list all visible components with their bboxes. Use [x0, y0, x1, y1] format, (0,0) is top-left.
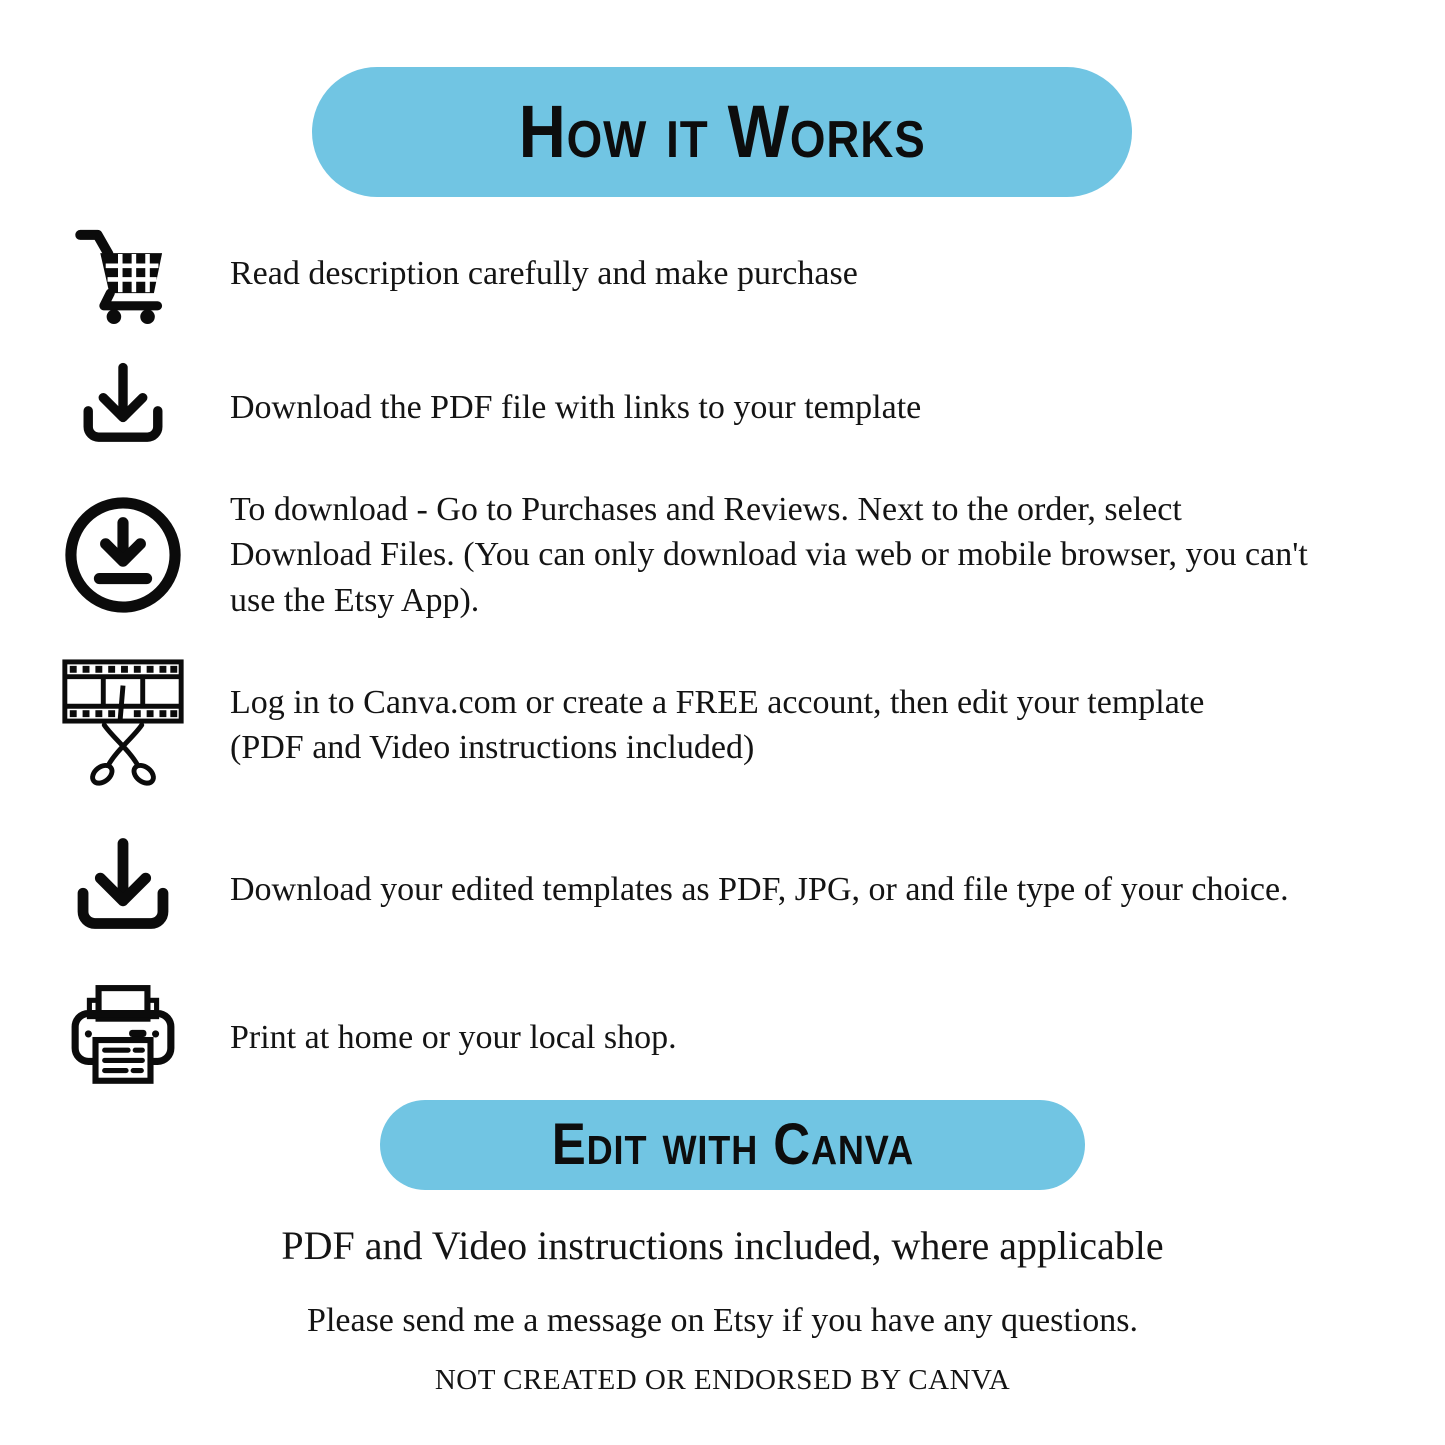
download-tray-icon	[48, 361, 198, 455]
how-it-works-banner-label: How it Works	[518, 90, 926, 173]
step-row-download-pdf	[0, 358, 1445, 458]
edit-with-canva-banner	[380, 1100, 1085, 1190]
shopping-cart-icon	[48, 224, 198, 324]
step-text: Log in to Canva.com or create a FREE account, then edit your template (PDF and Video instructions included)	[230, 683, 1205, 766]
step-row-download-edited	[0, 832, 1445, 948]
how-it-works-banner	[312, 67, 1132, 197]
step-row-print	[0, 982, 1445, 1094]
footer-disclaimer: NOT CREATED OR ENDORSED BY CANVA	[434, 1364, 1011, 1396]
step-row-edit-template	[0, 656, 1445, 794]
printer-icon	[48, 982, 198, 1094]
step-text: Download the PDF file with links to your template	[230, 389, 922, 427]
step-text: Download your edited templates as PDF, JPG, or and file type of your choice.	[230, 871, 1289, 909]
footer-instructions-note: PDF and Video instructions included, where applicable	[281, 1223, 1164, 1268]
step-text: Read description carefully and make purchase	[230, 255, 858, 293]
edit-with-canva-banner-label: Edit with Canva	[551, 1112, 914, 1177]
step-text: Print at home or your local shop.	[230, 1019, 677, 1057]
step-row-how-to-download	[0, 490, 1445, 620]
step-text: To download - Go to Purchases and Reviews. Next to the order, select Download Files. (You can only download via web or mobile browser, you can't use the Etsy App).	[230, 491, 1308, 619]
download-circle-icon	[48, 493, 198, 617]
step-row-purchase	[0, 222, 1445, 326]
download-tray-icon	[48, 836, 198, 944]
video-edit-filmstrip-scissors-icon	[48, 656, 198, 794]
footer-contact-note: Please send me a message on Etsy if you have any questions.	[307, 1302, 1138, 1339]
